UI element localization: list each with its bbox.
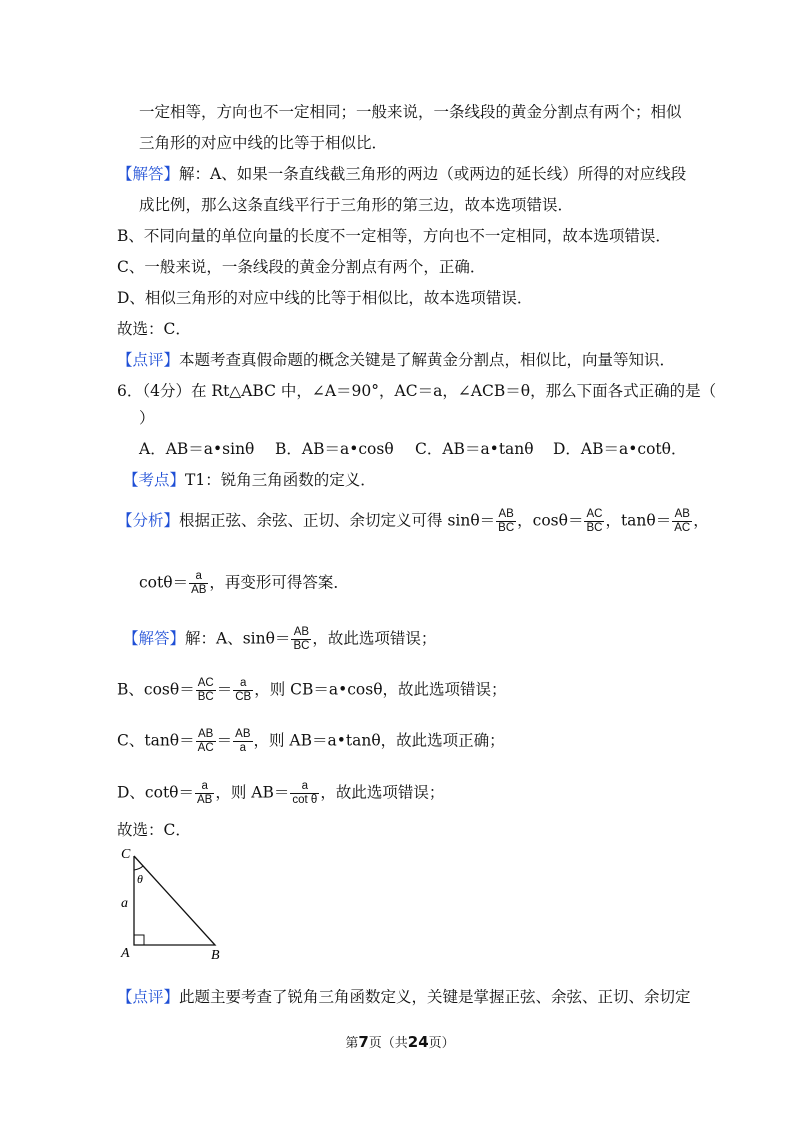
choose-line: 故选：C． bbox=[117, 821, 191, 839]
kaodian-tag: 【考点】 bbox=[123, 471, 186, 489]
fraction: $\frac{AC}{BC}$ bbox=[197, 677, 214, 703]
right-angle-mark bbox=[134, 935, 144, 945]
theta-label: θ bbox=[137, 872, 143, 886]
solution-text: ，则 AB＝ bbox=[215, 783, 290, 802]
solution-text: ，则 CB＝a•cosθ，故此选项错误； bbox=[254, 680, 507, 699]
kaodian-line bbox=[123, 469, 376, 491]
text-line: 成比例，那么这条直线平行于三角形的第三边，故本选项错误． bbox=[139, 196, 574, 214]
solution-text: ，故此选项错误； bbox=[312, 629, 437, 648]
solution-c bbox=[117, 728, 505, 755]
analysis-text: ， bbox=[693, 511, 709, 530]
option-a: A．AB＝a•sinθ bbox=[139, 440, 255, 458]
vertex-b-label: B bbox=[211, 948, 220, 963]
solution-text: ＝ bbox=[216, 680, 233, 699]
fraction: $\frac{AB}{BC}$ bbox=[498, 508, 515, 534]
text-line: B、不同向量的单位向量的长度不一定相等，方向也不一定相同，故本选项错误． bbox=[117, 227, 671, 245]
vertex-c-label: C bbox=[121, 847, 131, 862]
dianping-tag: 【点评】 bbox=[117, 351, 180, 369]
solution-text: ＝ bbox=[216, 731, 233, 750]
footer-text: 第 bbox=[345, 1036, 359, 1051]
comment-text: 此题主要考查了锐角三角函数定义，关键是掌握正弦、余弦、正切、余切定 bbox=[179, 988, 691, 1006]
triangle-outline bbox=[134, 856, 215, 945]
fraction: $\frac{AB}{a}$ bbox=[235, 728, 251, 754]
fraction: $\frac{a}{\text{cot θ}}$ bbox=[292, 780, 318, 806]
solution-text: 解：A、sinθ＝ bbox=[185, 629, 291, 648]
option-c: C．AB＝a•tanθ bbox=[415, 440, 534, 458]
solution-text: B、cosθ＝ bbox=[117, 680, 195, 699]
analysis-text: 根据正弦、余弦、正切、余切定义可得 sinθ＝ bbox=[179, 511, 496, 530]
answer-text: 解：A、如果一条直线截三角形的两边（或两边的延长线）所得的对应线段 bbox=[179, 165, 687, 183]
page-number: 7 bbox=[358, 1033, 369, 1051]
analysis-text: ，tanθ＝ bbox=[605, 511, 672, 530]
solution-text: ，则 AB＝a•tanθ，故此选项正确； bbox=[253, 731, 505, 750]
text-line: D、相似三角形的对应中线的比等于相似比，故本选项错误． bbox=[117, 289, 533, 307]
fraction: $\frac{a}{CB}$ bbox=[235, 677, 252, 703]
comment-line bbox=[117, 349, 675, 371]
angle-arc bbox=[134, 866, 143, 870]
final-comment bbox=[117, 986, 691, 1008]
question-6-cont: ） bbox=[139, 409, 155, 427]
solution-b bbox=[117, 677, 507, 704]
dianping-tag: 【点评】 bbox=[117, 988, 180, 1006]
page-footer bbox=[0, 1032, 800, 1051]
vertex-a-label: A bbox=[121, 946, 130, 961]
analysis-line bbox=[117, 508, 709, 535]
fraction: $\frac{AB}{AC}$ bbox=[197, 728, 214, 754]
text-line: 三角形的对应中线的比等于相似比． bbox=[139, 134, 388, 152]
footer-text: 页） bbox=[428, 1036, 455, 1051]
footer-text: 页（共 bbox=[368, 1036, 408, 1051]
side-a-label: a bbox=[121, 896, 128, 911]
fraction: $\frac{a}{AB}$ bbox=[197, 780, 213, 806]
solution-text: D、cotθ＝ bbox=[117, 783, 195, 802]
jieda-tag: 【解答】 bbox=[117, 165, 180, 183]
analysis-text: ，cosθ＝ bbox=[517, 511, 584, 530]
text-line: 一定相等，方向也不一定相同；一般来说，一条线段的黄金分割点有两个；相似 bbox=[139, 103, 682, 121]
triangle-figure bbox=[112, 840, 232, 965]
cot-text: cotθ＝ bbox=[139, 573, 189, 592]
fraction: $\frac{AB}{AC}$ bbox=[674, 508, 691, 534]
jieda-tag: 【解答】 bbox=[123, 629, 186, 648]
kaodian-text: T1：锐角三角函数的定义． bbox=[185, 471, 376, 489]
comment-text: 本题考查真假命题的概念关键是了解黄金分割点，相似比，向量等知识． bbox=[179, 351, 676, 369]
solution-a bbox=[123, 626, 436, 653]
solution-text: C、tanθ＝ bbox=[117, 731, 195, 750]
answer-line bbox=[117, 163, 686, 185]
cot-line bbox=[139, 570, 349, 597]
solution-text: ，故此选项错误； bbox=[320, 783, 445, 802]
fenxi-tag: 【分析】 bbox=[117, 511, 180, 530]
option-b: B．AB＝a•cosθ bbox=[275, 440, 394, 458]
fraction: $\frac{a}{AB}$ bbox=[191, 570, 207, 596]
page-total: 24 bbox=[407, 1033, 429, 1051]
question-6: 6．（4分）在 Rt△ABC 中，∠A＝90°，AC＝a，∠ACB＝θ，那么下面各式正确的是（ bbox=[117, 382, 717, 400]
option-d: D．AB＝a•cotθ． bbox=[553, 440, 687, 458]
text-line: C、一般来说，一条线段的黄金分割点有两个，正确． bbox=[117, 258, 486, 276]
fraction: $\frac{AB}{BC}$ bbox=[293, 626, 310, 652]
text-line: 故选：C． bbox=[117, 320, 191, 338]
fraction: $\frac{AC}{BC}$ bbox=[586, 508, 603, 534]
solution-d bbox=[117, 780, 444, 807]
cot-text: ，再变形可得答案． bbox=[209, 573, 349, 592]
